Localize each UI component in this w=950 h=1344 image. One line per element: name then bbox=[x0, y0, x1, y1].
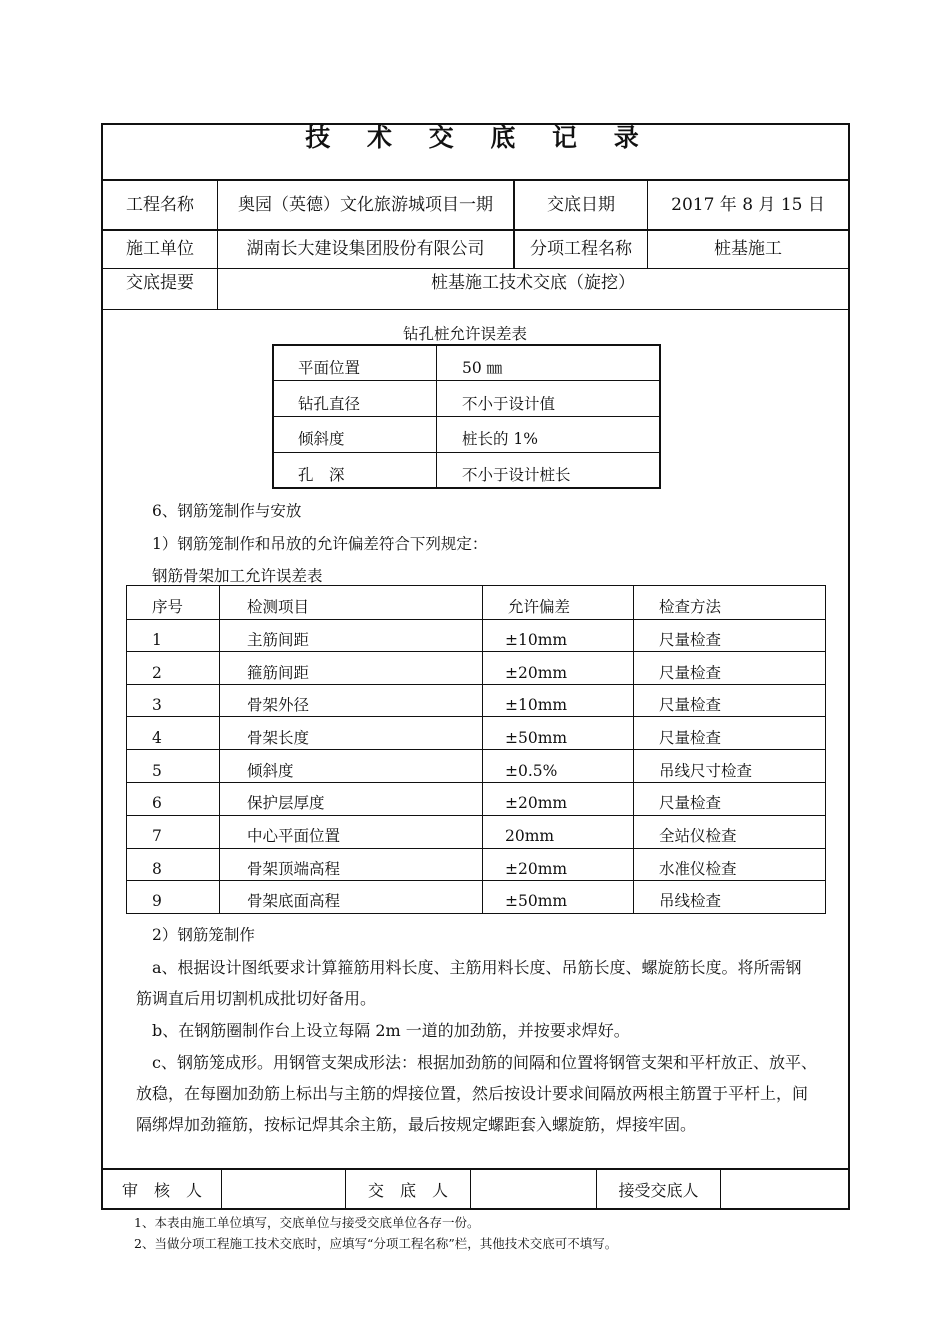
date-label: 交底日期 bbox=[547, 195, 615, 215]
paragraph-a-line-2: 筋调直后用切割机成批切好备用。 bbox=[136, 989, 377, 1008]
table1-row-2-value: 不小于设计值 bbox=[462, 395, 556, 413]
table-row-8-tolerance: ±20mm bbox=[505, 860, 568, 878]
table1-row-4-value: 不小于设计桩长 bbox=[462, 466, 571, 484]
table1-row-1-value: 50 ㎜ bbox=[462, 359, 503, 377]
presenter-label: 交 底 人 bbox=[367, 1181, 448, 1200]
table-row-4-tolerance: ±50mm bbox=[505, 729, 568, 747]
project-name-label: 工程名称 bbox=[126, 195, 194, 215]
table-row-5-item: 倾斜度 bbox=[247, 762, 294, 780]
table-row-6-method: 尺量检查 bbox=[659, 794, 722, 812]
paragraph-a-line-1: a、根据设计图纸要求计算箍筋用料长度、主筋用料长度、吊筋长度、螺旋筋长度。将所需钢 bbox=[152, 958, 802, 977]
subproject-value: 桩基施工 bbox=[714, 239, 782, 259]
table-row-4-seq: 4 bbox=[152, 729, 162, 747]
table-row-2-seq: 2 bbox=[152, 664, 162, 682]
table-row-1-seq: 1 bbox=[152, 631, 162, 649]
reviewer-label: 审 核 人 bbox=[121, 1181, 202, 1200]
paragraph-b-line-1: b、在钢筋圈制作台上设立每隔 2m 一道的加劲筋，并按要求焊好。 bbox=[152, 1021, 630, 1040]
table-row-8-method: 水准仪检查 bbox=[659, 860, 737, 878]
table-row-7-seq: 7 bbox=[152, 827, 162, 845]
table-row-9-item: 骨架底面高程 bbox=[247, 892, 341, 910]
table2-header-item: 检测项目 bbox=[247, 598, 310, 616]
unit-label: 施工单位 bbox=[126, 239, 194, 259]
table-row-7-item: 中心平面位置 bbox=[247, 827, 341, 845]
table-row-2-item: 箍筋间距 bbox=[247, 664, 310, 682]
unit-value: 湖南长大建设集团股份有限公司 bbox=[246, 239, 485, 259]
table2-header-seq: 序号 bbox=[152, 598, 184, 616]
table-row-8-item: 骨架顶端高程 bbox=[247, 860, 341, 878]
table1-row-3-item: 倾斜度 bbox=[298, 430, 345, 448]
note-2: 2、当做分项工程施工技术交底时，应填写“分项工程名称”栏，其他技术交底可不填写。 bbox=[134, 1236, 618, 1251]
table-row-8-seq: 8 bbox=[152, 860, 162, 878]
table1-row-2-item: 钻孔直径 bbox=[298, 395, 361, 413]
table2-caption: 钢筋骨架加工允许误差表 bbox=[152, 567, 323, 585]
table-row-1-tolerance: ±10mm bbox=[505, 631, 568, 649]
table-row-6-seq: 6 bbox=[152, 794, 162, 812]
table1-row-4-item: 孔 深 bbox=[298, 466, 345, 484]
table-row-9-method: 吊线检查 bbox=[659, 892, 722, 910]
presenter-signature-field[interactable] bbox=[471, 1170, 596, 1208]
subproject-label: 分项工程名称 bbox=[530, 239, 632, 259]
table-row-1-item: 主筋间距 bbox=[247, 631, 310, 649]
table2-header-tolerance: 允许偏差 bbox=[508, 598, 571, 616]
section-6-heading: 6、钢筋笼制作与安放 bbox=[152, 502, 302, 520]
paragraph-c-line-1: c、钢筋笼成形。用钢管支架成形法：根据加劲筋的间隔和位置将钢管支架和平杆放正、放平、 bbox=[152, 1053, 817, 1072]
project-name-value: 奥园（英德）文化旅游城项目一期 bbox=[238, 195, 493, 215]
table2-header-method: 检查方法 bbox=[659, 598, 722, 616]
table-row-5-tolerance: ±0.5% bbox=[505, 762, 558, 780]
paragraph-c-line-3: 隔绑焊加劲箍筋，按标记焊其余主筋，最后按规定螺距套入螺旋筋，焊接牢固。 bbox=[136, 1115, 697, 1134]
table-row-4-method: 尺量检查 bbox=[659, 729, 722, 747]
table-row-3-seq: 3 bbox=[152, 696, 162, 714]
table1-caption: 钻孔桩允许误差表 bbox=[402, 325, 527, 343]
table1-row-1-item: 平面位置 bbox=[298, 359, 361, 377]
table-row-7-method: 全站仪检查 bbox=[659, 827, 737, 845]
page-title: 技 术 交 底 记 录 bbox=[305, 123, 653, 152]
table-row-1-method: 尺量检查 bbox=[659, 631, 722, 649]
table-row-3-tolerance: ±10mm bbox=[505, 696, 568, 714]
section-6-1-heading: 1）钢筋笼制作和吊放的允许偏差符合下列规定： bbox=[152, 535, 488, 553]
table-row-2-method: 尺量检查 bbox=[659, 664, 722, 682]
table-row-9-tolerance: ±50mm bbox=[505, 892, 568, 910]
section-6-2-heading: 2）钢筋笼制作 bbox=[152, 926, 255, 944]
table-row-2-tolerance: ±20mm bbox=[505, 664, 568, 682]
table-row-6-tolerance: ±20mm bbox=[505, 794, 568, 812]
table-row-6-item: 保护层厚度 bbox=[247, 794, 325, 812]
receiver-label: 接受交底人 bbox=[618, 1181, 699, 1200]
table-row-5-seq: 5 bbox=[152, 762, 162, 780]
table-row-4-item: 骨架长度 bbox=[247, 729, 310, 747]
note-1: 1、本表由施工单位填写，交底单位与接受交底单位各存一份。 bbox=[134, 1215, 480, 1230]
receiver-signature-field[interactable] bbox=[721, 1170, 848, 1208]
reviewer-signature-field[interactable] bbox=[222, 1170, 345, 1208]
table-row-7-tolerance: 20mm bbox=[505, 827, 555, 845]
date-value: 2017 年 8 月 15 日 bbox=[671, 195, 825, 215]
summary-value: 桩基施工技术交底（旋挖） bbox=[431, 273, 635, 293]
paragraph-c-line-2: 放稳，在每圈加劲筋上标出与主筋的焊接位置，然后按设计要求间隔放两根主筋置于平杆上，间 bbox=[136, 1084, 809, 1103]
summary-label: 交底提要 bbox=[126, 273, 194, 293]
table-row-5-method: 吊线尺寸检查 bbox=[659, 762, 753, 780]
table-row-3-item: 骨架外径 bbox=[247, 696, 310, 714]
table-row-9-seq: 9 bbox=[152, 892, 162, 910]
table-row-3-method: 尺量检查 bbox=[659, 696, 722, 714]
table1-row-3-value: 桩长的 1% bbox=[462, 430, 539, 448]
